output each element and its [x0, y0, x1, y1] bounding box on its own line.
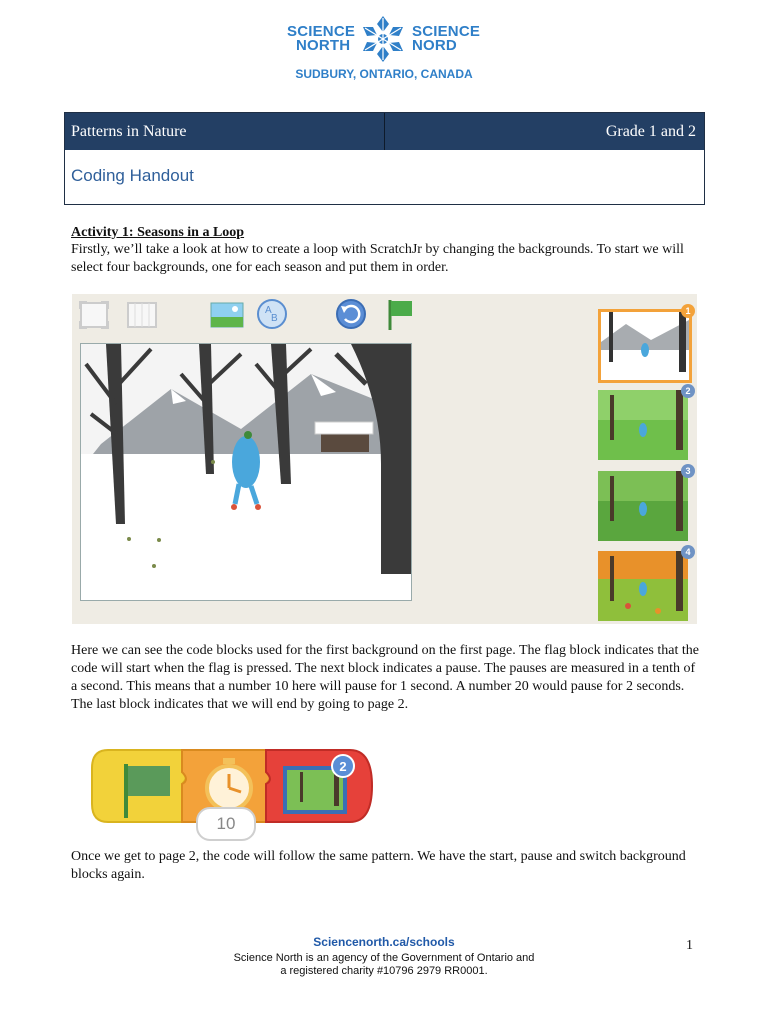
- svg-text:B: B: [271, 313, 278, 324]
- logo-left-bottom: NORTH: [296, 37, 351, 54]
- footer-line-2: a registered charity #10796 2979 RR0001.: [280, 965, 488, 977]
- activity-intro: Firstly, we’ll take a look at how to create a loop with ScratchJr by changing the backgrounds. To start we will select four backgrounds, one for each season and put them in order.: [71, 242, 684, 275]
- page-badge-3: 3: [681, 464, 695, 478]
- footer-line-1: Science North is an agency of the Government of Ontario and: [233, 952, 535, 964]
- background-icon[interactable]: [210, 300, 244, 330]
- page-thumbnail-3[interactable]: [598, 471, 688, 541]
- page-thumbnail-2[interactable]: [598, 390, 688, 460]
- footer-link[interactable]: Sciencenorth.ca/schools: [313, 935, 455, 949]
- page-badge-2: 2: [681, 384, 695, 398]
- page-thumbnail-1[interactable]: [598, 309, 692, 383]
- logo-location: SUDBURY, ONTARIO, CANADA: [295, 67, 473, 81]
- page-number: 1: [686, 938, 693, 953]
- header-subtitle: Coding Handout: [71, 166, 194, 185]
- autumn-thumbnail: [598, 551, 688, 621]
- reset-icon[interactable]: [335, 298, 367, 330]
- header-grade: Grade 1 and 2: [605, 123, 696, 140]
- winter-thumbnail: [601, 312, 689, 380]
- page-number-label: 2: [339, 759, 347, 774]
- page-badge-4: 4: [681, 545, 695, 559]
- logo-right-bottom: NORD: [412, 37, 457, 54]
- scratchjr-screenshot: [72, 294, 697, 624]
- summer-thumbnail: [598, 471, 688, 541]
- page-thumbnail-4[interactable]: [598, 551, 688, 621]
- header-bar: [65, 113, 704, 150]
- activity-heading: Activity 1: Seasons in a Loop: [71, 225, 245, 240]
- fullscreen-icon[interactable]: [78, 300, 110, 330]
- header-table: [64, 112, 705, 205]
- green-flag-icon[interactable]: [384, 298, 416, 332]
- logo-left-top: SCIENCE: [287, 23, 356, 40]
- logo-right-top: SCIENCE: [412, 23, 481, 40]
- wait-value-input[interactable]: 10: [196, 807, 256, 841]
- header-title: Patterns in Nature: [65, 113, 385, 150]
- text-icon[interactable]: [256, 298, 288, 330]
- closing-paragraph: Once we get to page 2, the code will follow the same pattern. We have the start, pause and switch background blocks again.: [71, 849, 686, 882]
- svg-text:A: A: [265, 305, 272, 316]
- snowflake-logo-icon: [358, 14, 408, 64]
- spring-thumbnail: [598, 390, 688, 460]
- stage-canvas[interactable]: [80, 343, 412, 601]
- page-badge-1: 1: [681, 304, 695, 318]
- grid-icon[interactable]: [126, 300, 158, 330]
- explanation-paragraph: Here we can see the code blocks used for the first background on the first page. The flag block indicates that the code will start when the flag is pressed. The next block indicates a pause. The pauses are measured in a tenth of a second. This means that a number 10 here will pause for 1 second. A number 20 would pause for 2 seconds. The last block indicates that we will end by going to page 2.: [71, 643, 699, 712]
- winter-scene-illustration: [81, 344, 411, 600]
